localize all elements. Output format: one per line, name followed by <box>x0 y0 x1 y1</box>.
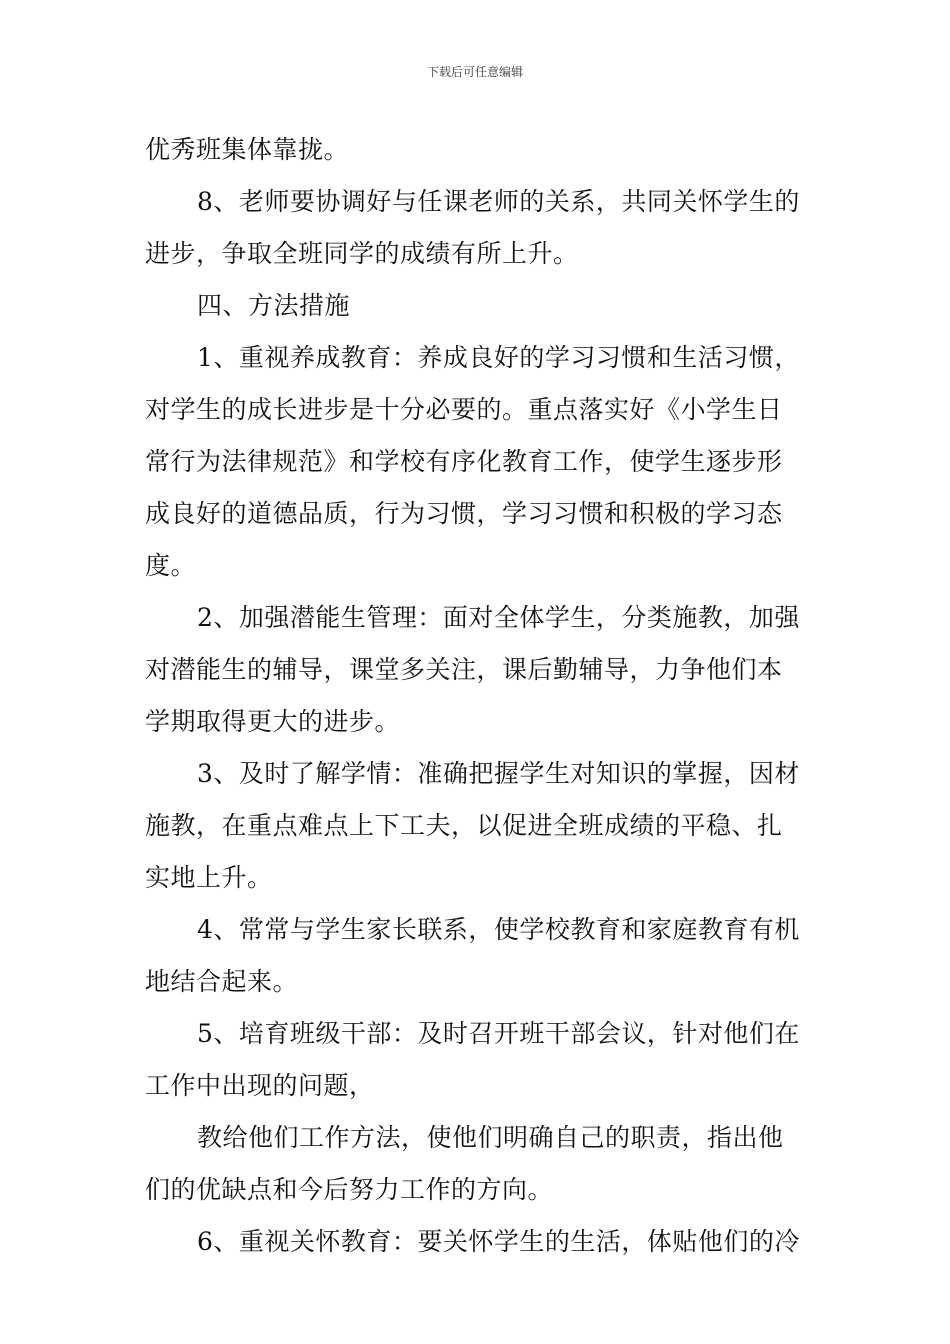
document-body <box>145 124 807 1268</box>
text-line: 度。 <box>145 551 197 580</box>
text-line: 施教，在重点难点上下工夫，以促进全班成绩的平稳、扎 <box>145 811 783 840</box>
text-line: 1、重视养成教育：养成良好的学习习惯和生活习惯， <box>197 343 800 372</box>
text-line: 地结合起来。 <box>145 967 299 996</box>
page-header: 下载后可任意编辑 <box>426 65 523 79</box>
text-line: 常行为法律规范》和学校有序化教育工作，使学生逐步形 <box>145 447 783 476</box>
text-line: 8、老师要协调好与任课老师的关系，共同关怀学生的 <box>197 187 800 216</box>
text-line: 对学生的成长进步是十分必要的。重点落实好《小学生日 <box>145 395 783 424</box>
text-line: 2、加强潜能生管理：面对全体学生，分类施教，加强 <box>197 603 800 632</box>
text-line: 6、重视关怀教育：要关怀学生的生活，体贴他们的冷 <box>197 1227 800 1256</box>
text-line: 学期取得更大的进步。 <box>145 707 401 736</box>
text-line: 们的优缺点和今后努力工作的方向。 <box>145 1175 554 1204</box>
text-line: 4、常常与学生家长联系，使学校教育和家庭教育有机 <box>197 915 800 944</box>
text-line: 3、及时了解学情：准确把握学生对知识的掌握，因材 <box>197 759 800 788</box>
text-line: 对潜能生的辅导，课堂多关注，课后勤辅导，力争他们本 <box>145 655 783 684</box>
text-line: 优秀班集体靠拢。 <box>145 135 350 164</box>
text-line: 教给他们工作方法，使他们明确自己的职责，指出他 <box>197 1123 784 1152</box>
text-line: 实地上升。 <box>145 863 273 892</box>
section-heading: 四、方法措施 <box>197 291 351 320</box>
text-line: 成良好的道德品质，行为习惯，学习习惯和积极的学习态 <box>145 499 783 528</box>
text-line: 进步，争取全班同学的成绩有所上升。 <box>145 239 579 268</box>
text-line: 5、培育班级干部：及时召开班干部会议，针对他们在 <box>197 1019 800 1048</box>
text-line: 工作中出现的问题， <box>145 1071 375 1100</box>
